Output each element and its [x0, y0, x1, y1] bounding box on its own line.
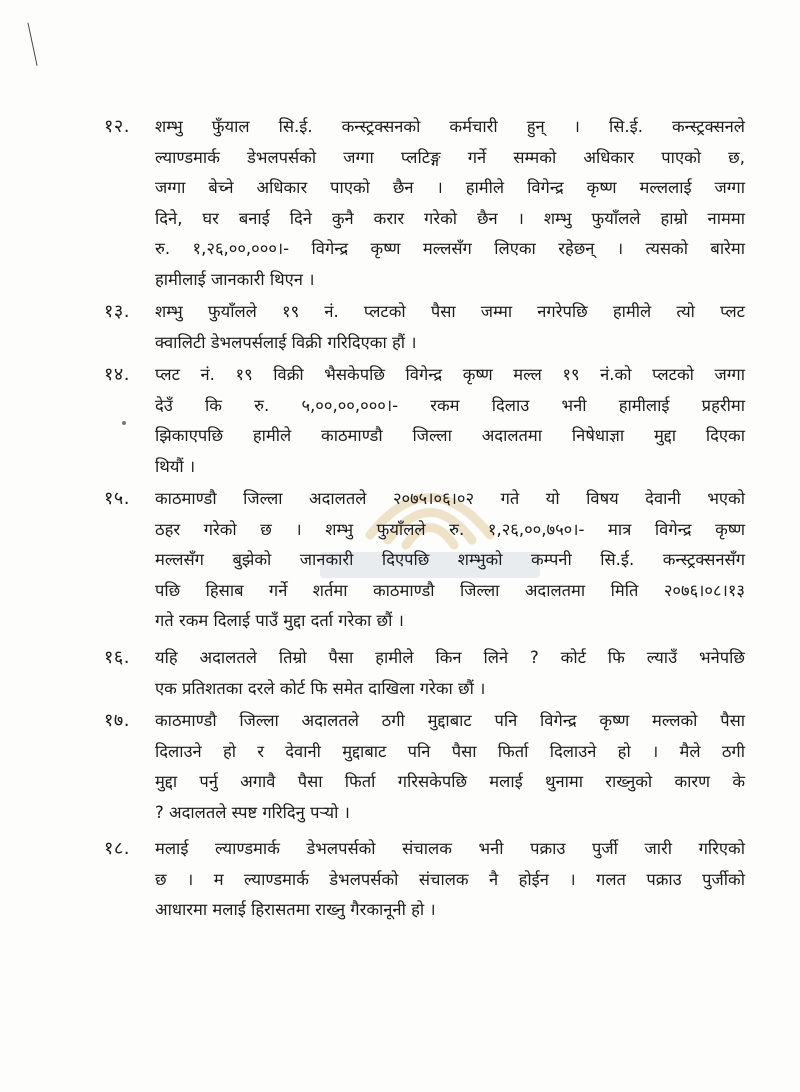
paragraph-line: काठमाण्डौ जिल्ला अदालतले २०७५।०६।०२ गते यो विषय देवानी भएको	[155, 489, 745, 508]
paragraph-line: देउँ कि रु. ५,००,००,०००।- रकम दिलाउ भनी हामीलाई प्रहरीमा	[155, 395, 745, 415]
paragraph-line: हामीलाई जानकारी थिएन ।	[155, 269, 315, 289]
paragraph-number: १२.	[104, 116, 130, 137]
paragraph-line: झिकाएपछि हामीले काठमाण्डौ जिल्ला अदालतमा निषेधाज्ञा मुद्दा दिएका	[155, 426, 745, 445]
paragraph-line: मल्लसँग बुझेको जानकारी दिएपछि शम्भुको कम्पनी सि.ई. कन्स्ट्रक्सनसँग	[155, 550, 745, 569]
paragraph-line: छ । म ल्याण्डमार्क डेभलपर्सको संचालक नै होईन । गलत पक्राउ पुर्जीको	[155, 869, 745, 889]
paragraph-line: शम्भु फुयाँलले १९ नं. प्लटको पैसा जम्मा नगरेपछि हामीले त्यो प्लट	[155, 302, 745, 321]
paragraph-number: १६.	[104, 647, 130, 668]
paragraph-number: १५.	[104, 488, 130, 509]
paragraph-line: ठहर गरेको छ । शम्भु फुयाँलले रु. १,२६,००,७५०।- मात्र विगेन्द्र कृष्ण	[155, 519, 745, 539]
paragraph-line: दिलाउने हो र देवानी मुद्दाबाट पनि पैसा फिर्ता दिलाउने हो । मैले ठगी	[155, 741, 745, 761]
paragraph-line: यहि अदालतले तिम्रो पैसा हामीले किन लिने ? कोर्ट फि ल्याउँ भनेपछि	[155, 648, 745, 667]
paragraph-line: शम्भु फुँयाल सि.ई. कन्स्ट्रक्सनको कर्मचारी हुन् । सि.ई. कन्स्ट्रक्सनले	[155, 117, 745, 136]
paragraph-line: गते रकम दिलाई पाउँ मुद्दा दर्ता गरेका छौं ।	[155, 611, 404, 630]
ink-speck	[122, 421, 126, 425]
paragraph-line: पछि हिसाब गर्ने शर्तमा काठमाण्डौ जिल्ला अदालतमा मिति २०७६।०८।१३	[155, 580, 745, 600]
paragraph-line: प्लट नं. १९ विक्री भैसकेपछि विगेन्द्र कृष्ण मल्ल १९ नं.को प्लटको जग्गा	[155, 365, 745, 384]
paragraph-number: १८.	[104, 838, 130, 859]
paragraph-number: १७.	[104, 710, 130, 731]
paragraph-line: काठमाण्डौ जिल्ला अदालतले ठगी मुद्दाबाट पनि विगेन्द्र कृष्ण मल्लको पैसा	[155, 711, 745, 730]
paragraph-line: आधारमा मलाई हिरासतमा राख्नु गैरकानूनी हो ।	[155, 900, 436, 919]
paragraph-line: रु. १,२६,००,०००।- विगेन्द्र कृष्ण मल्लसँग लिएका रहेछन् । त्यसको बारेमा	[155, 239, 745, 258]
paragraph-line: जग्गा बेच्ने अधिकार पाएको छैन । हामीले विगेन्द्र कृष्ण मल्ललाई जग्गा	[155, 178, 745, 197]
paragraph-line: क्वालिटी डेभलपर्सलाई विक्री गरिदिएका हौं ।	[155, 332, 417, 352]
paragraph-line: दिने, घर बनाई दिने कुनै करार गरेको छैन । शम्भु फुयाँलले हाम्रो नाममा	[155, 208, 745, 228]
paragraph-number: १४.	[104, 364, 130, 385]
paragraph-line: ? अदालतले स्पष्ट गरिदिनु पऱ्यो ।	[155, 802, 350, 822]
paragraph-line: मलाई ल्याण्डमार्क डेभलपर्सको संचालक भनी पक्राउ पुर्जी जारी गरिएको	[155, 839, 745, 858]
paragraph-line: ल्याण्डमार्क डेभलपर्सको जग्गा प्लटिङ्ग गर्ने सम्मको अधिकार पाएको छ,	[155, 147, 745, 167]
paragraph-line: थियौं ।	[155, 456, 196, 476]
pen-mark	[27, 22, 40, 66]
paragraph-number: १३.	[104, 301, 130, 322]
paragraph-line: एक प्रतिशतका दरले कोर्ट फि समेत दाखिला गरेका छौं ।	[155, 678, 486, 698]
paragraph-line: मुद्दा पर्नु अगावै पैसा फिर्ता गरिसकेपछि मलाई थुनामा राख्नुको कारण के	[155, 772, 745, 791]
